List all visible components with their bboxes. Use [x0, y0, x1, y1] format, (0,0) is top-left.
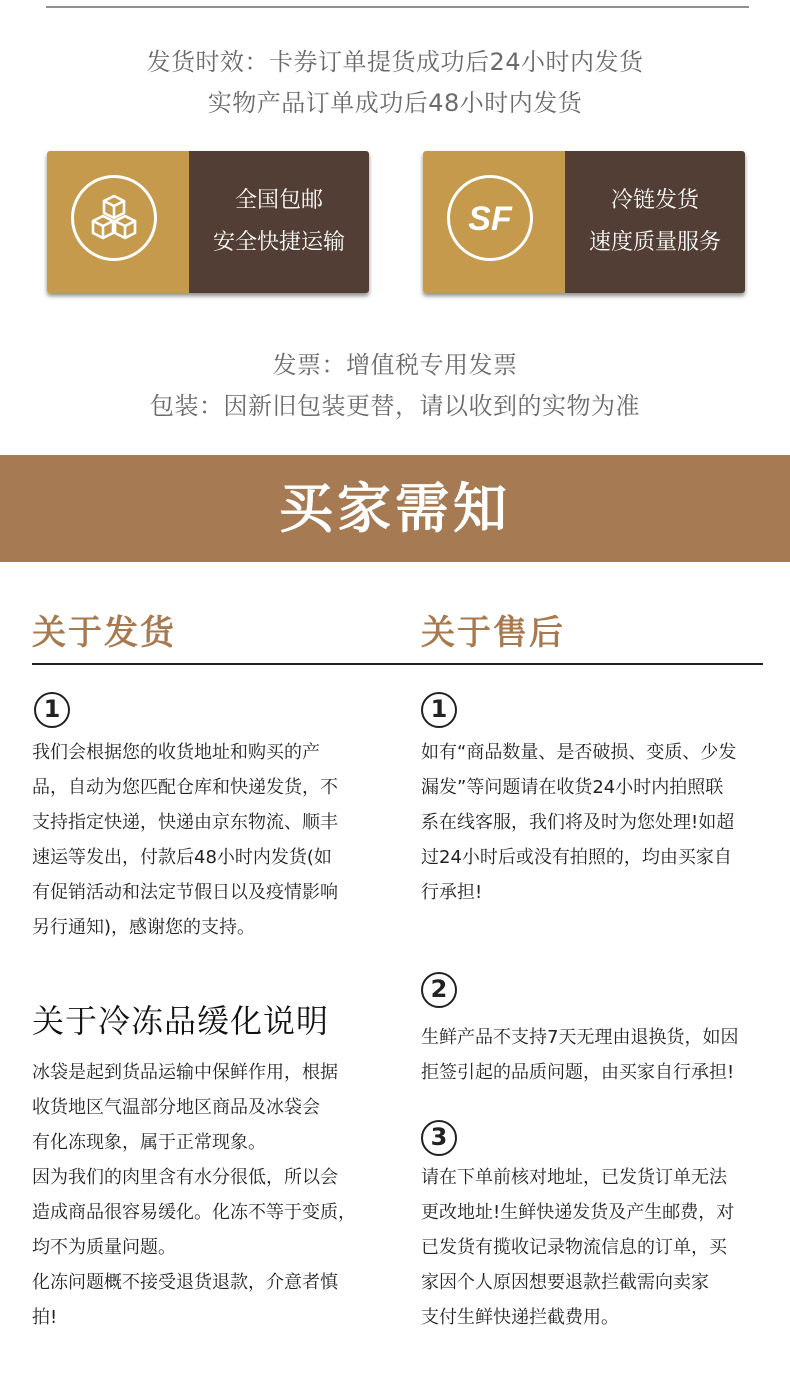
step-number-1: 1: [34, 692, 70, 728]
free-shipping-badge: [47, 151, 369, 293]
shipping-time-line-1: 发货时效：卡券订单提货成功后24小时内发货: [146, 48, 644, 76]
text-line: 造成商品很容易缓化。化冻不等于变质，: [32, 1202, 356, 1223]
text-line: 支付生鲜快递拦截费用。: [421, 1307, 619, 1328]
text-line: 拍!: [32, 1307, 58, 1328]
badge-line-2: 速度质量服务: [588, 230, 721, 255]
shipping-paragraph: [32, 735, 387, 945]
aftersale-column-title: 关于售后: [421, 613, 565, 653]
aftersale-paragraph-1: [421, 735, 766, 910]
text-line: 更改地址!生鲜快递发货及产生邮费，对: [421, 1202, 735, 1223]
packaging-line: 包装：因新旧包装更替，请以收到的实物为准: [150, 392, 640, 420]
buyer-notice-banner: [0, 455, 790, 562]
text-line: 另行通知)，感谢您的支持。: [32, 917, 256, 938]
step-number-2: 2: [421, 972, 457, 1008]
shipping-time-line-2: 实物产品订单成功后48小时内发货: [207, 89, 583, 117]
text-line: 过24小时后或没有拍照的，均由买家自: [421, 847, 732, 868]
sf-logo-icon: [447, 175, 533, 261]
invoice-line: 发票：增值税专用发票: [272, 351, 518, 379]
text-line: 均不为质量问题。: [32, 1237, 176, 1258]
text-line: 冰袋是起到货品运输中保鲜作用，根据: [32, 1062, 338, 1083]
text-line: 拒签引起的品质问题，由买家自行承担!: [421, 1062, 735, 1083]
text-line: 生鲜产品不支持7天无理由退换货，如因: [421, 1027, 739, 1048]
badge-icon-panel: [423, 151, 565, 293]
text-line: 有促销活动和法定节假日以及疫情影响: [32, 882, 338, 903]
badge-line-1: 全国包邮: [234, 188, 323, 213]
badge-text-panel: [565, 151, 745, 293]
text-line: 收货地区气温部分地区商品及冰袋会: [32, 1097, 320, 1118]
badge-text-panel: [189, 151, 369, 293]
text-line: 化冻问题概不接受退货退款，介意者慎: [32, 1272, 338, 1293]
cold-chain-badge: [423, 151, 745, 293]
badge-line-1: 冷链发货: [610, 188, 699, 213]
text-line: 品，自动为您匹配仓库和快递发货，不: [32, 777, 338, 798]
aftersale-paragraph-3: [421, 1160, 766, 1335]
top-divider: [46, 6, 749, 8]
text-line: 支持指定快递，快递由京东物流、顺丰: [32, 812, 338, 833]
sf-logo-text: SF: [468, 200, 512, 238]
text-line: 速运等发出，付款后48小时内发货(如: [32, 847, 332, 868]
text-line: 行承担!: [421, 882, 483, 903]
frozen-goods-title: 关于冷冻品缓化说明: [32, 1002, 330, 1040]
text-line: 如有“商品数量、是否破损、变质、少发: [421, 742, 737, 763]
text-line: 系在线客服，我们将及时为您处理!如超: [421, 812, 735, 833]
text-line: 因为我们的肉里含有水分很低，所以会: [32, 1167, 338, 1188]
aftersale-column-rule: [389, 663, 763, 665]
step-number-1: 1: [421, 692, 457, 728]
text-line: 请在下单前核对地址，已发货订单无法: [421, 1167, 727, 1188]
step-number-3: 3: [421, 1120, 457, 1156]
shipping-column-title: 关于发货: [32, 613, 176, 653]
shipping-column-rule: [32, 663, 389, 665]
text-line: 漏发”等问题请在收货24小时内拍照联: [421, 777, 724, 798]
badge-line-2: 安全快捷运输: [212, 230, 345, 255]
text-line: 有化冻现象，属于正常现象。: [32, 1132, 266, 1153]
cubes-icon: [71, 175, 157, 261]
text-line: 我们会根据您的收货地址和购买的产: [32, 742, 320, 763]
frozen-goods-paragraph: [32, 1055, 387, 1335]
text-line: 已发货有揽收记录物流信息的订单，买: [421, 1237, 727, 1258]
text-line: 家因个人原因想要退款拦截需向卖家: [421, 1272, 709, 1293]
badge-icon-panel: [47, 151, 189, 293]
aftersale-paragraph-2: [421, 1020, 766, 1090]
banner-title: 买家需知: [279, 477, 511, 540]
